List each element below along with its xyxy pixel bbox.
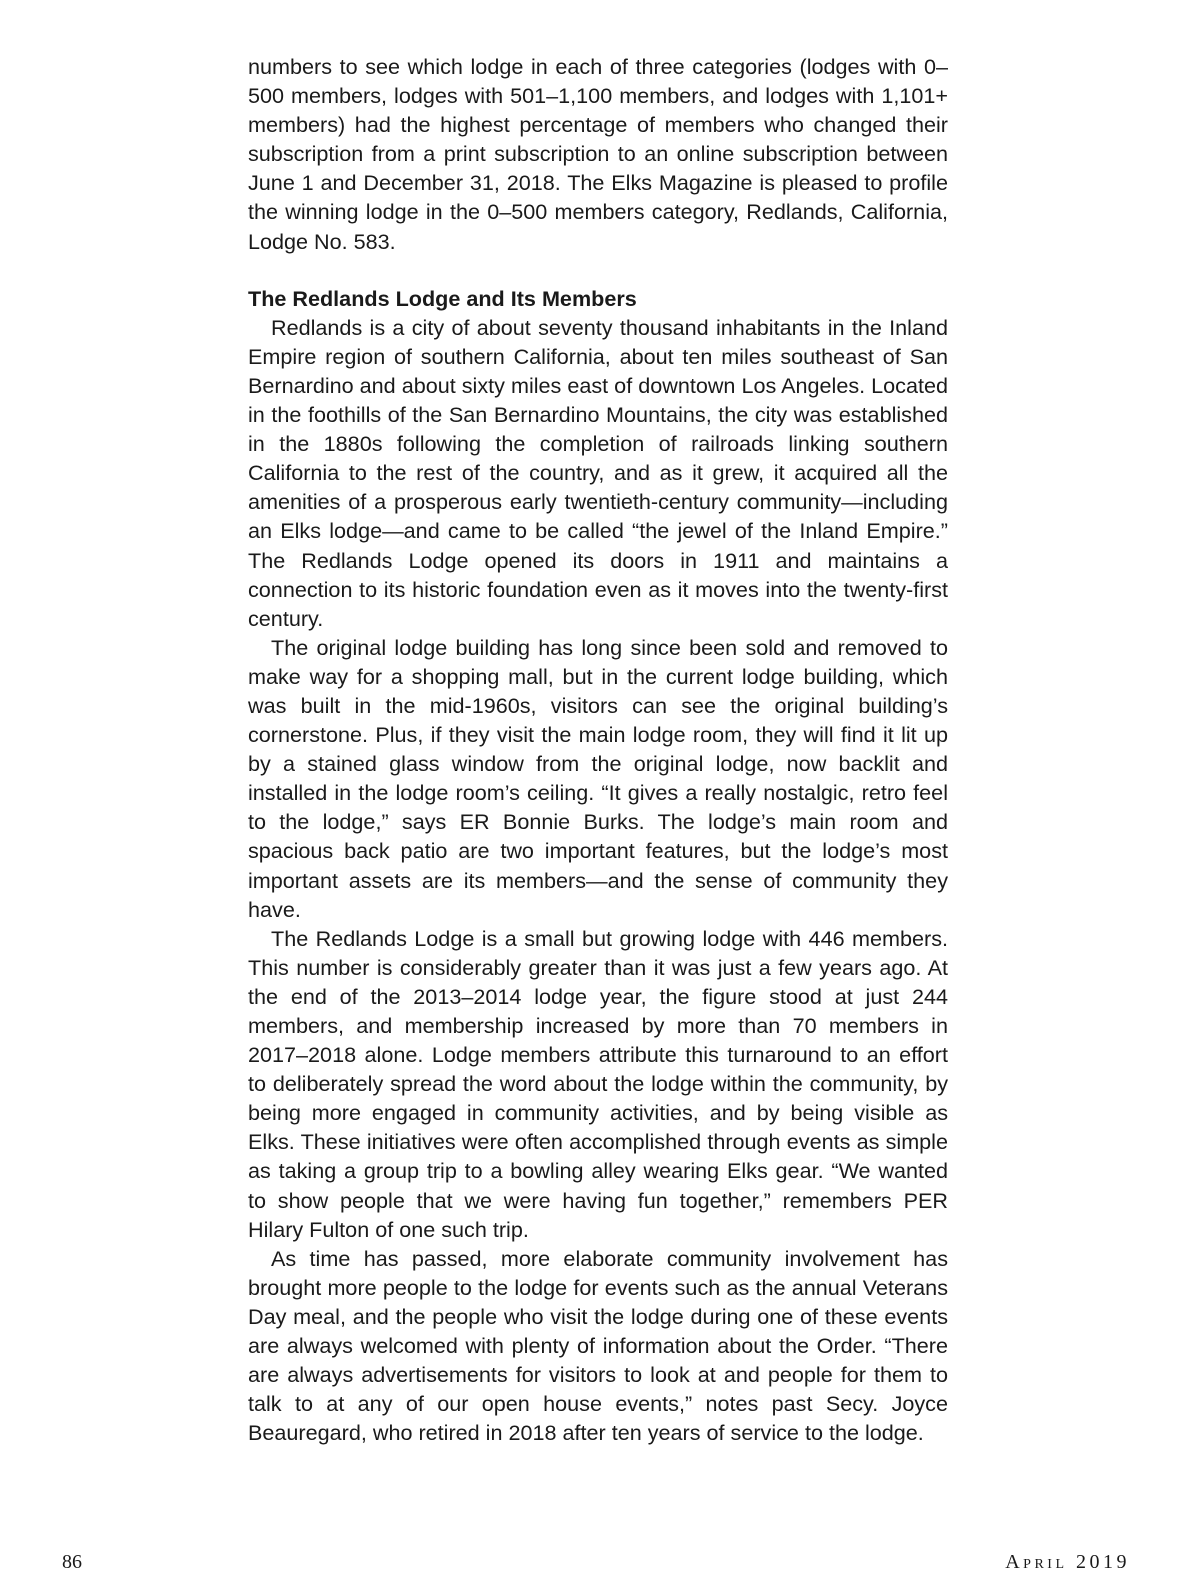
- article-column: [248, 52, 948, 1447]
- section-heading: The Redlands Lodge and Its Members: [248, 285, 637, 311]
- page-number: 86: [62, 1551, 82, 1573]
- body-paragraph: The original lodge building has long since been sold and removed to make way for a shopping mall, but in the current lodge building, which was built in the mid-1960s, visitors can see the original building’s cornerstone. Plus, if they visit the main lodge room, they will find it lit up by a stained glass window from the original lodge, now backlit and installed in the lodge room’s ceiling. “It gives a really nostalgic, retro feel to the lodge,” says ER Bonnie Burks. The lodge’s main room and spacious back patio are two important features, but the lodge’s most important assets are its members—and the sense of community they have.: [248, 634, 948, 922]
- body-paragraph: As time has passed, more elaborate community involvement has brought more people to the lodge for events such as the annual Veterans Day meal, and the people who visit the lodge during one of these events are always welcomed with plenty of information about the Order. “There are always advertisements for visitors to look at and people for them to talk to at any of our open house events,” notes past Secy. Joyce Beauregard, who retired in 2018 after ten years of service to the lodge.: [248, 1245, 948, 1446]
- issue-date: April 2019: [1005, 1551, 1130, 1573]
- body-paragraph: Redlands is a city of about seventy thousand inhabitants in the Inland Empire region of southern California, about ten miles southeast of San Bernardino and about sixty miles east of downtown Los Angeles. Located in the foothills of the San Bernardino Mountains, the city was established in the 1880s following the completion of railroads linking southern California to the rest of the country, and as it grew, it acquired all the amenities of a prosperous early twentieth-century community—including an Elks lodge—and came to be called “the jewel of the Inland Empire.” The Redlands Lodge opened its doors in 1911 and maintains a connection to its historic foundation even as it moves into the twenty-first century.: [248, 314, 948, 631]
- intro-paragraph: numbers to see which lodge in each of three categories (lodges with 0–500 members, lodges with 501–1,100 members, and lodges with 1,101+ members) had the highest percentage of members who changed their subscription from a print subscription to an online subscription between June 1 and December 31, 2018. The Elks Magazine is pleased to profile the winning lodge in the 0–500 members category, Redlands, California, Lodge No. 583.: [248, 54, 948, 254]
- body-paragraph: The Redlands Lodge is a small but growing lodge with 446 members. This number is considerably greater than it was just a few years ago. At the end of the 2013–2014 lodge year, the figure stood at just 244 members, and membership increased by more than 70 members in 2017–2018 alone. Lodge members attribute this turnaround to an effort to deliberately spread the word about the lodge within the community, by being more engaged in community activities, and by being visible as Elks. These initiatives were often accomplished through events as simple as taking a group trip to a bowling alley wearing Elks gear. “We wanted to show people that we were having fun together,” remembers PER Hilary Fulton of one such trip.: [248, 925, 948, 1242]
